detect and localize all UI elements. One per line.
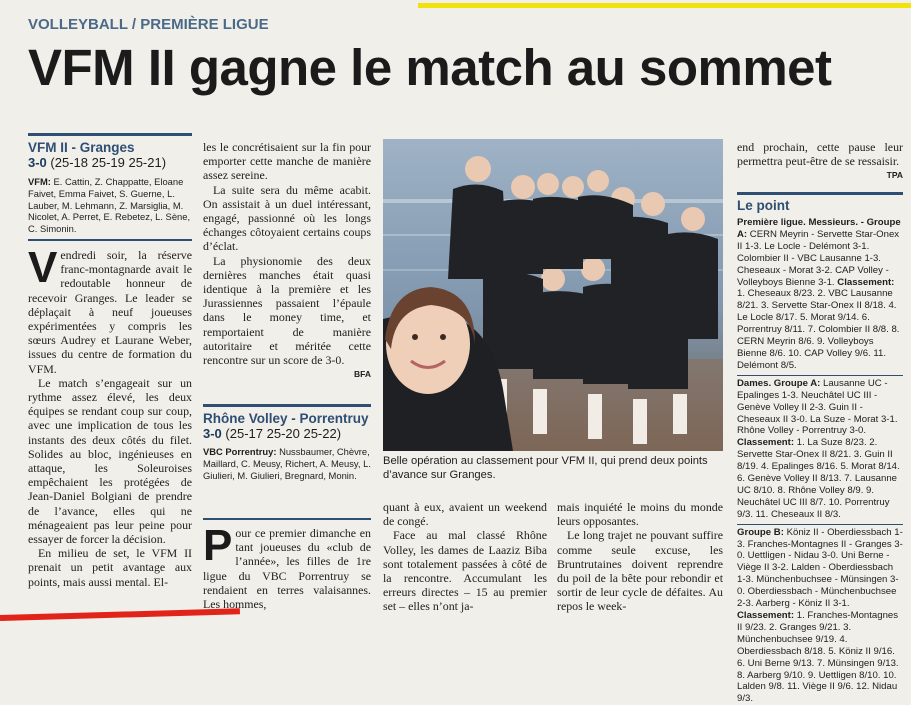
article2-paragraph-6: end prochain, cette pause leur permettra peut-être de se ressaisir. — [737, 140, 903, 169]
lepoint-title: Le point — [737, 198, 790, 213]
article1-paragraph-5: La suite sera du même acabit. On assistait à un duel intéressant, engagé, passionné où les longs échanges côtoyaient certains coups d’éclat. — [203, 182, 371, 254]
women-group-a-results: Lausanne UC - Epalinges 1-3. Neuchâtel UC III - Genève Volley II 2-3. Guin II - Cheseaux II 3-0. La Suze - Morat 3-1. Rhône Volley - Porrentruy 3-0. — [737, 377, 898, 437]
match2-score-line — [203, 426, 371, 441]
men-group-a-classement: 1. Cheseaux 8/23. 2. VBC Lausanne 8/21. 3. Servette Star-Onex II 8/18. 4. Le Locle 8/17. 5. Morat 9/14. 6. Porrentruy 8/11. 7. Colombier II 8/8. 8. CERN Meyrin 8/6. 9. Volleyboys Bienne 8/6. 10. CAP Volley 9/6. 11. Delémont 8/5. — [737, 288, 900, 371]
article1-paragraph-6: La physionomie des deux dernières manches était quasi identique à la première et les Jurassiennes passaient l’épaule dans le money time, et remportaient de manière autoritaire et méritée cette rencontre sur un score de 3-0. — [203, 253, 371, 368]
article1-signature: BFA — [354, 369, 371, 380]
women-group-a-class-label: Classement: — [737, 437, 795, 449]
men-group-a-results: CERN Meyrin - Servette Star-Onex II 1-3. Le Locle - Delémont 3-1. Colombier II - VBC Lausanne 1-3. Cheseaux - Morat 3-2. CAP Volley - Volleyboys Bienne 3-1. — [737, 228, 900, 288]
article2-paragraph-5: Le long trajet ne pouvant suffire comme seule excuse, les Bruntrutaines doivent reprendre du poil de la bête pour rebondir et sortir de leur cycle de défaites. Au repos le week- — [557, 528, 723, 614]
article2-column5 — [557, 500, 723, 618]
women-group-b — [737, 524, 903, 705]
kicker-league: PREMIÈRE LIGUE — [140, 16, 269, 33]
match1-teams: VFM II - Granges — [28, 140, 135, 155]
article2-paragraph-3: Face au mal classé Rhône Volley, les dames de Laaziz Biba sont totalement passées à côté de la rencontre. Accumulant les erreurs directes – 15 au premier set – elles n’ont ja- — [383, 528, 547, 614]
article1-paragraph-1 — [28, 243, 192, 376]
headline: VFM II gagne le match au sommet — [28, 39, 832, 96]
yellow-highlight-mark — [418, 3, 911, 8]
article2-paragraph-2: quant à eux, avaient un weekend de congé. — [383, 500, 547, 529]
article2-column2 — [203, 521, 371, 618]
article1-dropcap: V — [28, 243, 58, 292]
match2-sets: (25-17 25-20 25-22) — [225, 426, 342, 441]
article2-signature: TPA — [886, 170, 903, 181]
article1-paragraph-4: les le concrétisaient sur la fin pour emporter cette manche de manière assez sereine. — [203, 140, 371, 183]
match2-lineup-names: Nussbaumer, Chèvre, Maillard, C. Meusy, Richert, A. Meusy, L. Giulieri, M. Giulieri, Bregnard, Monin. — [203, 446, 371, 481]
match2-rule-top — [203, 404, 371, 407]
group-b-label: Groupe B: — [737, 526, 784, 538]
score-box-rule-bottom — [28, 239, 192, 241]
men-group-a-class-label: Classement: — [837, 276, 895, 288]
group-b-classement: 1. Franches-Montagnes II 9/23. 2. Granges 9/21. 3. Münchenbuchsee 9/19. 4. Oberdiessbach 8/18. 5. Köniz II 9/16. 6. Uni Berne 9/13. 7. Münsingen 9/13. 8. Aarberg 9/10. 9. Uettligen 8/10. 10. Lalden 9/8. 11. Viège II 9/6. 12. Nidau 9/3. — [737, 610, 899, 705]
score-box-rule-top — [28, 133, 192, 136]
lepoint-results — [737, 217, 903, 705]
match1-score-line — [28, 155, 192, 170]
women-group-a-label: Dames. Groupe A: — [737, 377, 821, 389]
article2-column4 — [383, 500, 547, 618]
lepoint-rule-top — [737, 192, 903, 195]
match1-scorebox — [28, 140, 192, 235]
kicker-sport: VOLLEYBALL — [28, 16, 128, 33]
kicker-separator: / — [127, 16, 141, 33]
article2-paragraph-1 — [203, 521, 371, 612]
article1-column1 — [28, 243, 192, 616]
article2-paragraph-4: mais inquiété le moins du monde leurs opposantes. — [557, 500, 723, 529]
men-group-a-label: Première ligue. Messieurs. - Groupe A: — [737, 217, 901, 240]
match1-score: 3-0 — [28, 155, 47, 170]
match2-rule-bottom — [203, 518, 371, 520]
match2-lineup-label: VBC Porrentruy: — [203, 446, 277, 457]
team-photo-illustration — [383, 139, 723, 451]
men-group-a — [737, 217, 903, 372]
group-b-results: Köniz II - Oberdiessbach 1-3. Franches-Montagnes II - Granges 3-0. Uettligen - Nidau 3-0. Uni Berne - Viège II 3-2. Lalden - Oberdiessbach 1-3. Münchenbuchsee - Münsingen 3-0. Oberdiessbach - Münchenbuchsee 2-3. Aarberg - Köniz II 3-1. — [737, 526, 903, 610]
women-group-a-classement: 1. La Suze 8/23. 2. Servette Star-Onex II 8/21. 3. Guin II 8/19. 4. Epalinges 8/16. 5. Morat 8/14. 6. Genève Volley II 8/13. 7. Lausanne UC 8/10. 8. Rhône Volley 8/9. 9. Neuchâtel UC III 8/7. 10. Porrentruy 9/3. 11. Cheseaux II 8/3. — [737, 437, 900, 520]
article1-paragraph-2: Le match s’engageait sur un rythme assez élevé, les deux équipes se rendant coup sur coup, avec une implication de tous les instants des deux côtés du filet. Solides au bloc, ingénieuses en attaque, les Soleuroises empêchaient les protégées de Jean-Daniel Bolgiani de prendre de l’avance, elles qui ne ménageaient pas leur peine pour essayer de forcer la décision. — [28, 375, 192, 547]
article2-dropcap: P — [203, 521, 233, 570]
match1-lineup-names: E. Cattin, Z. Chappatte, Eloane Faivet, Emma Faivet, S. Guerne, L. Lauber, M. Lehmann, Z. Marsiglia, M. Nicolet, A. Perret, E. Rebetez, L. Sène, C. Simonin. — [28, 176, 191, 235]
article1-paragraph-3: En milieu de set, le VFM II prenait un petit avantage aux points, mais aussi mental. El- — [28, 546, 192, 589]
match1-lineup-label: VFM: — [28, 176, 51, 187]
article1-column2 — [203, 140, 371, 380]
team-photo — [383, 139, 723, 451]
match2-score: 3-0 — [203, 426, 222, 441]
women-group-a — [737, 375, 903, 521]
group-b-class-label: Classement: — [737, 610, 795, 621]
match1-sets: (25-18 25-19 25-21) — [50, 155, 167, 170]
article2-column6 — [737, 140, 903, 190]
article2-p1-text: our ce premier dimanche en tant joueuses du «club de l’année», les filles de 1re ligue du VBC Porrentruy se rendaient en terres valaisannes. Les hommes, — [203, 526, 371, 612]
article1-p1-text: endredi soir, la réserve franc-montagnarde avait le redoutable honneur de recevoir Granges. Le leader se déplaçait à neuf joueuses expérimentées y compris les sœurs Audrey et Laurane Weber, issues du centre de formation du VFM. — [28, 248, 192, 376]
match1-lineup — [28, 176, 192, 235]
match2-teams: Rhône Volley - Porrentruy — [203, 411, 369, 426]
section-kicker — [28, 16, 269, 33]
match2-scorebox — [203, 411, 371, 481]
match2-lineup — [203, 446, 371, 481]
photo-caption: Belle opération au classement pour VFM II, qui prend deux points d’avance sur Granges. — [383, 455, 708, 481]
